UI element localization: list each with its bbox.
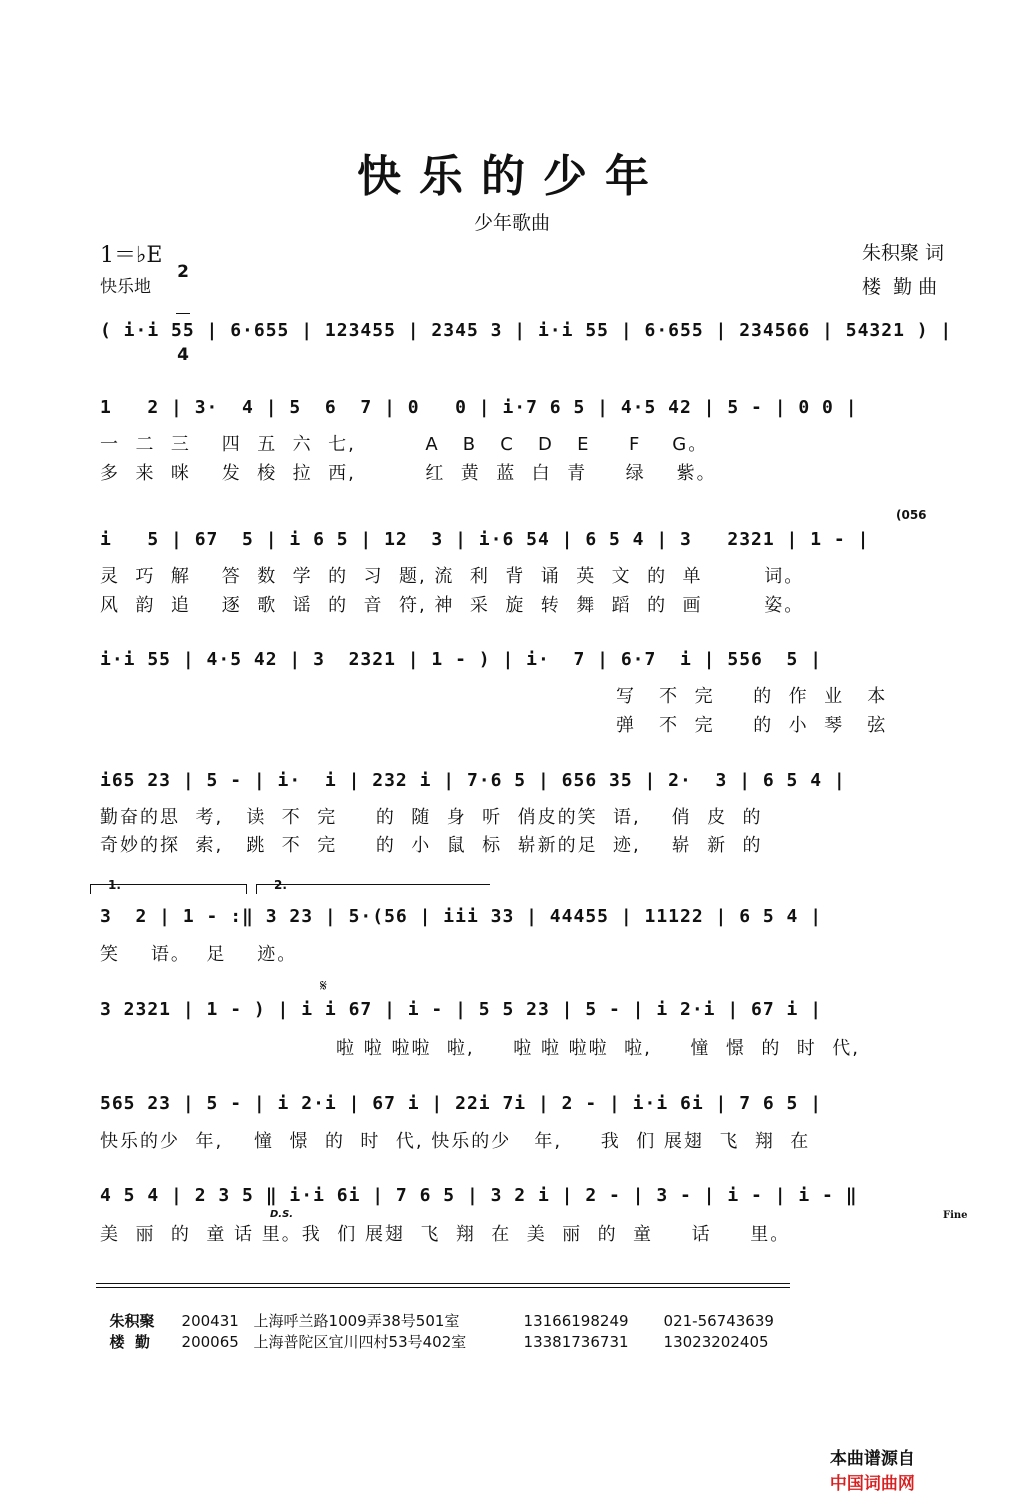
score-line-2-lyrics-verse1: 一 二 三 四 五 六 七, A B C D E F G。 xyxy=(100,434,709,455)
score-line-2-notes: 1 2 | 3· 4 | 5 6 7 | 0 0 | i·7 6 5 | 4·5 42 | 5 - | 0 0 | xyxy=(100,397,858,418)
score-line-8-lyrics: 快乐的少 年, 憧 憬 的 时 代, 快乐的少 年, 我 们 展翅 飞 翔 在 xyxy=(100,1131,811,1152)
lyricist-credit: 朱积聚 词 xyxy=(862,242,945,264)
score-line-3-notes: i 5 | 67 5 | i 6 5 | 12 3 | i·6 54 | 6 5 4 | 3 2321 | 1 - | xyxy=(100,529,870,550)
score-line-6-notes: 3 2 | 1 - :‖ 3 23 | 5·(56 | iii 33 | 44455 | 11122 | 6 5 4 | xyxy=(100,906,823,927)
source-prefix: 本曲谱源自 xyxy=(829,1449,915,1469)
score-line-5-lyrics-verse1: 勤奋的思 考, 读 不 完 的 随 身 听 俏皮的笑 语, 俏 皮 的 xyxy=(100,807,763,828)
score-line-5-notes: i65 23 | 5 - | i· i | 232 i | 7·6 5 | 656 35 | 2· 3 | 6 5 4 | xyxy=(100,770,846,791)
score-line-4-lyrics-verse1: 写 不 完 的 作 业 本 xyxy=(616,686,888,707)
volta-2-label: 2. xyxy=(274,878,287,892)
song-subtitle: 少年歌曲 xyxy=(473,212,550,234)
score-line-8-notes: 565 23 | 5 - | i 2·i | 67 i | 22i 7i | 2 - | i·i 6i | 7 6 5 | xyxy=(100,1093,823,1114)
footer-row-1-zip: 200431 xyxy=(181,1312,239,1330)
footer-row-1-phone-2: 021-56743639 xyxy=(663,1312,774,1330)
footer-row-1-phone-1: 13166198249 xyxy=(523,1312,629,1330)
footer-row-2 xyxy=(100,1313,769,1352)
footer-row-2-phone-2: 13023202405 xyxy=(663,1333,769,1351)
source-credit xyxy=(818,1424,915,1494)
volta-1-label: 1. xyxy=(108,878,121,892)
fine-marking: Fine xyxy=(943,1210,968,1221)
key-signature: 1＝♭E xyxy=(100,243,163,268)
score-line-3-marker: (056 xyxy=(896,508,927,522)
composer-credit: 楼 勤 曲 xyxy=(862,276,938,298)
score-line-7-lyrics: 啦 啦 啦啦 啦, 啦 啦 啦啦 啦, 憧 憬 的 时 代, xyxy=(336,1038,860,1059)
ds-marking: D.S. xyxy=(270,1209,294,1220)
score-line-2-lyrics-verse2: 多 来 咪 发 梭 拉 西, 红 黄 蓝 白 青 绿 紫。 xyxy=(100,463,717,484)
score-line-7-notes: 3 2321 | 1 - ) | i i 67 | i - | 5 5 23 | 5 - | i 2·i | 67 i | xyxy=(100,999,823,1020)
footer-row-2-phone-1: 13381736731 xyxy=(523,1333,629,1351)
footer-divider-bottom xyxy=(96,1287,790,1288)
footer-row-1-address: 上海呼兰路1009弄38号501室 xyxy=(253,1312,460,1330)
time-signature-top: 2 xyxy=(177,262,189,282)
score-line-4-notes: i·i 55 | 4·5 42 | 3 2321 | 1 - ) | i· 7 | 6·7 i | 556 5 | xyxy=(100,649,823,670)
time-signature xyxy=(176,232,190,379)
score-line-3-lyrics-verse2: 风 韵 追 逐 歌 谣 的 音 符, 神 采 旋 转 舞 蹈 的 画 姿。 xyxy=(100,595,805,616)
time-signature-bottom: 4 xyxy=(177,345,189,365)
score-line-9-notes: 4 5 4 | 2 3 5 ‖ i·i 6i | 7 6 5 | 3 2 i | 2 - | 3 - | i - | i - ‖ xyxy=(100,1185,858,1206)
segno-sign: 𝄋 xyxy=(320,976,327,995)
footer-row-2-name: 楼 勤 xyxy=(109,1333,150,1351)
tempo-marking: 快乐地 xyxy=(100,277,151,297)
score-line-6-lyrics: 笑 语。 足 迹。 xyxy=(100,944,298,965)
footer-row-2-address: 上海普陀区宜川四村53号402室 xyxy=(253,1333,467,1351)
footer-row-2-zip: 200065 xyxy=(181,1333,239,1351)
source-site-link[interactable]: 中国词曲网 xyxy=(829,1474,915,1494)
score-line-5-lyrics-verse2: 奇妙的探 索, 跳 不 完 的 小 鼠 标 崭新的足 迹, 崭 新 的 xyxy=(100,835,763,856)
score-line-9-lyrics: 美 丽 的 童 话 里。我 们 展翅 飞 翔 在 美 丽 的 童 话 里。 xyxy=(100,1224,791,1245)
footer-divider-top xyxy=(96,1283,790,1284)
volta-2-bracket xyxy=(256,884,490,885)
score-line-3-lyrics-verse1: 灵 巧 解 答 数 学 的 习 题, 流 利 背 诵 英 文 的 单 词。 xyxy=(100,566,805,587)
song-title: 快乐的少年 xyxy=(357,151,667,202)
footer-row-1-name: 朱积聚 xyxy=(109,1312,155,1330)
score-line-1-notes: ( i·i 55 | 6·655 | 123455 | 2345 3 | i·i 55 | 6·655 | 234566 | 54321 ) | xyxy=(100,320,953,341)
score-line-4-lyrics-verse2: 弹 不 完 的 小 琴 弦 xyxy=(616,715,888,736)
